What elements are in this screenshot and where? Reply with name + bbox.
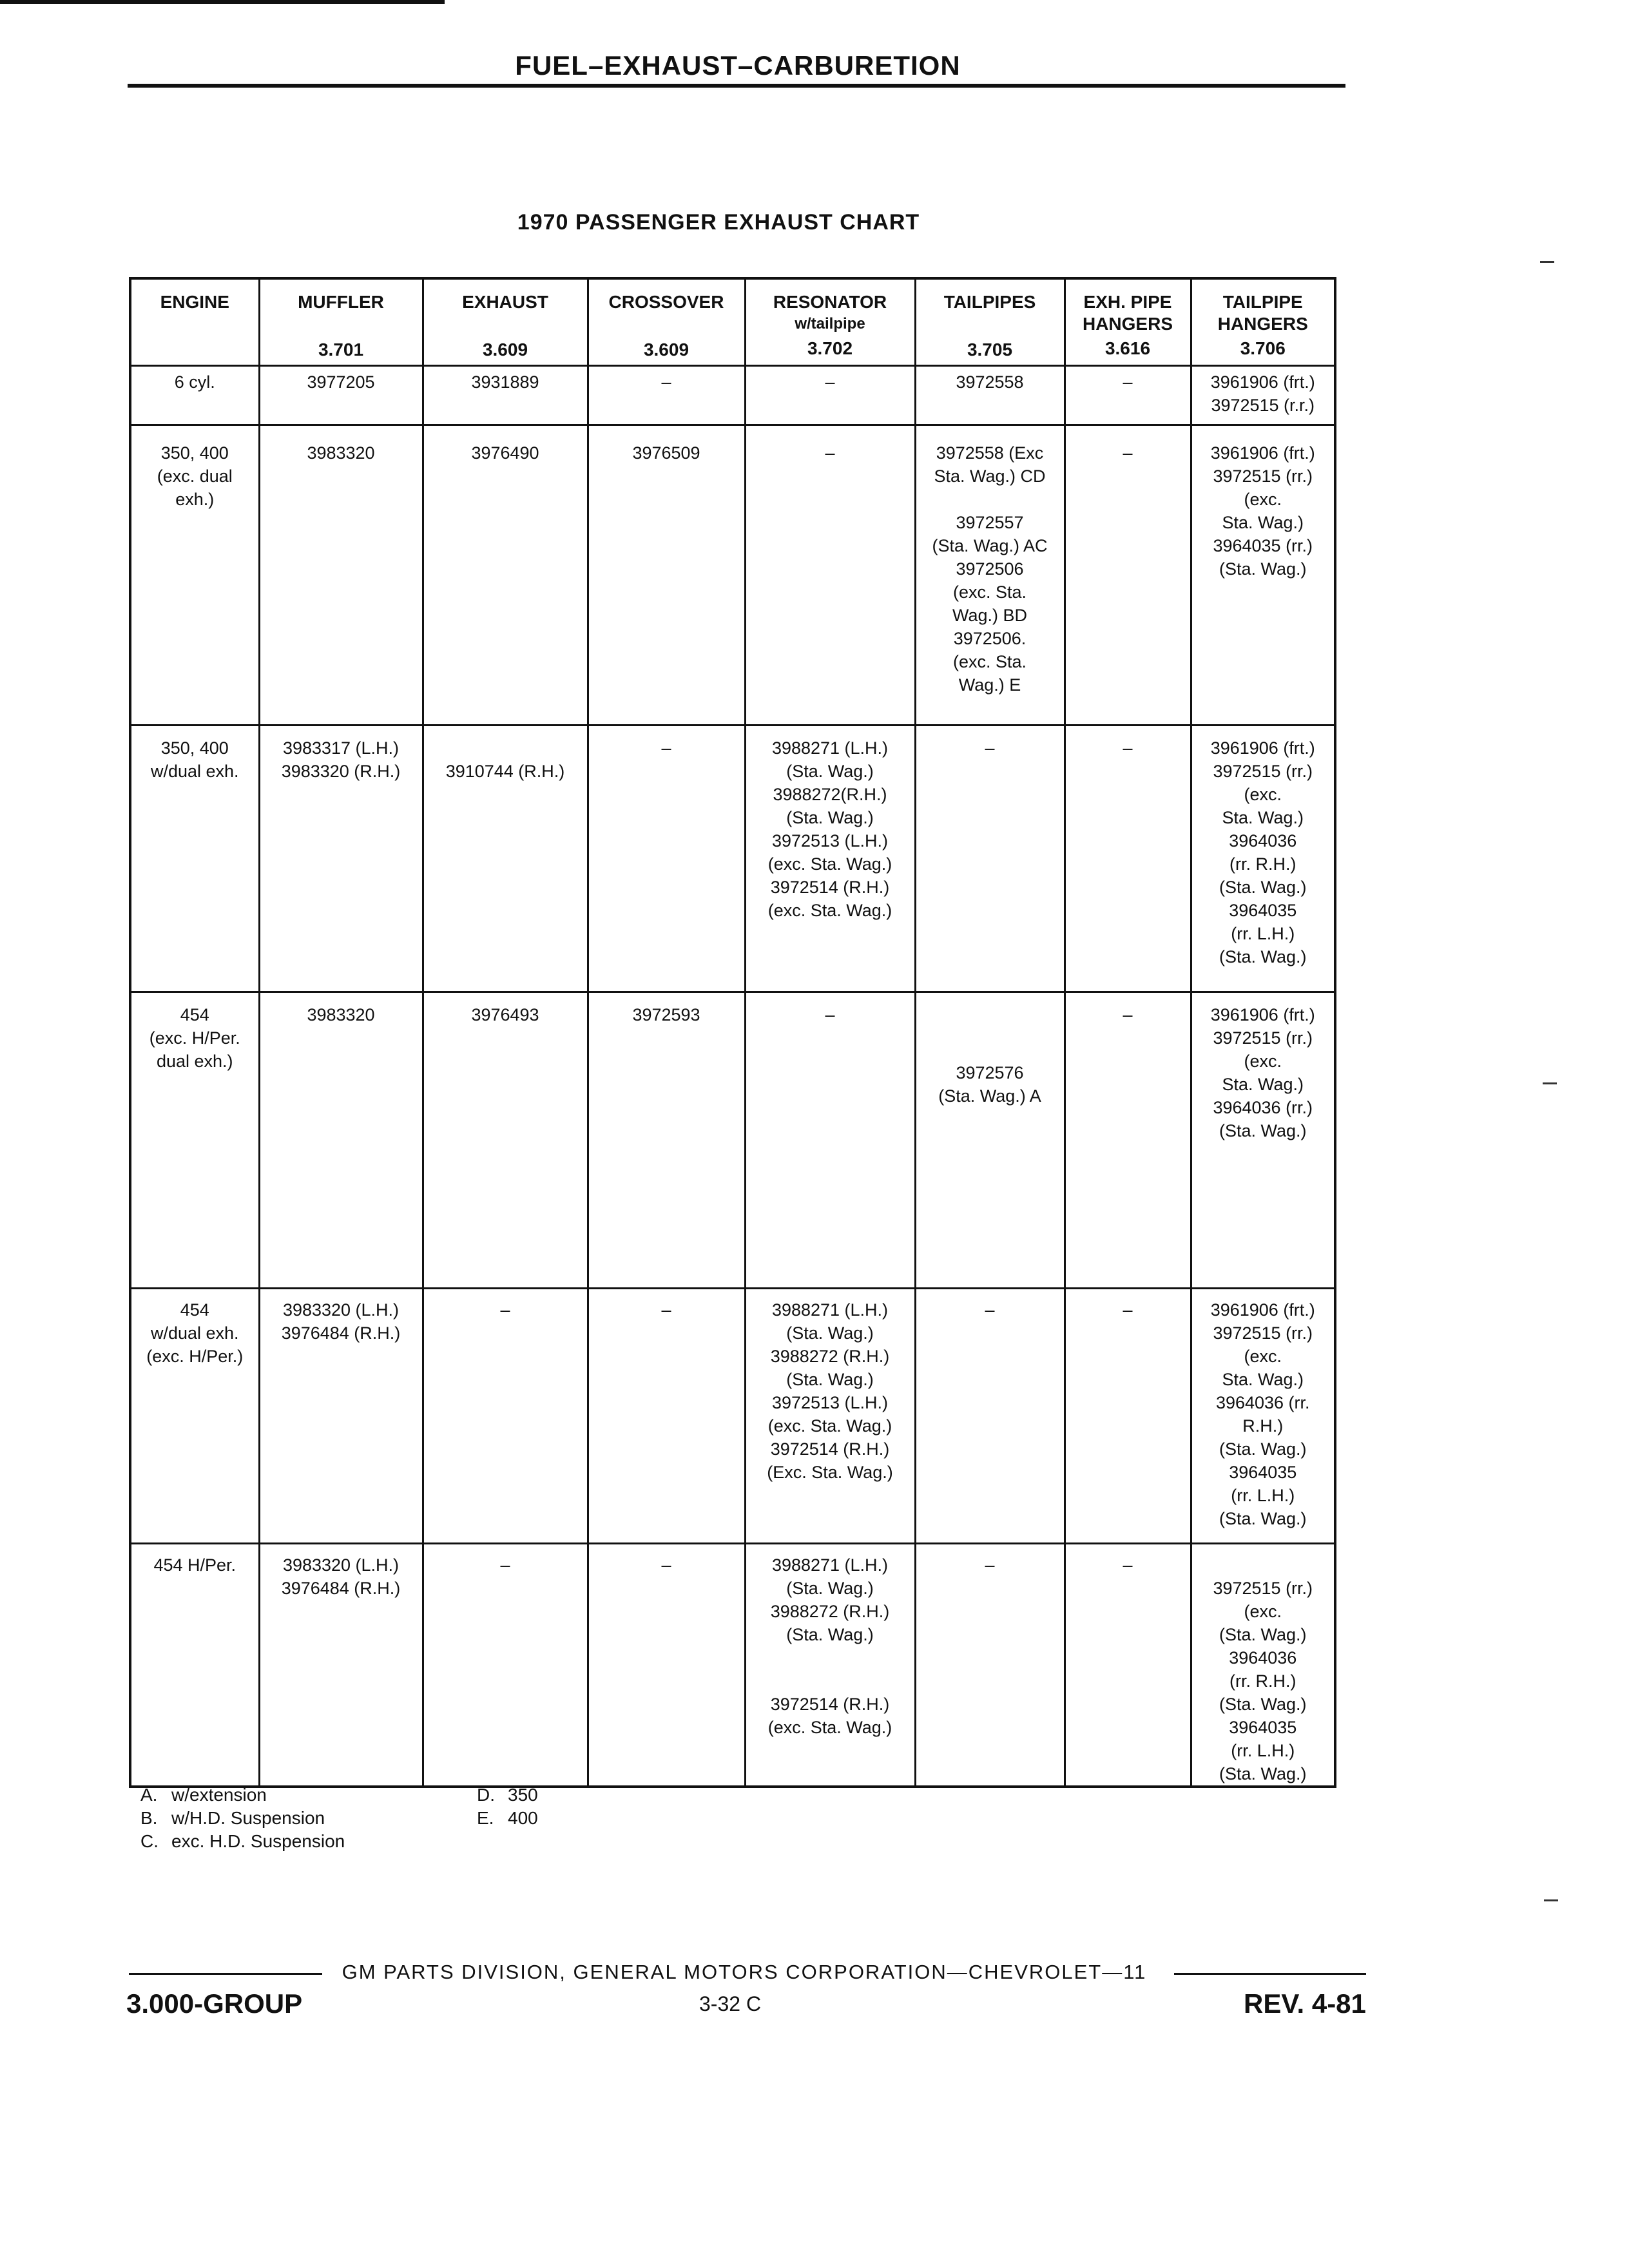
edge-mark bbox=[1543, 1082, 1557, 1084]
cell-tailpipe-hangers: 3961906 (frt.) 3972515 (r.r.) bbox=[1191, 366, 1335, 425]
col-header-engine: ENGINE bbox=[130, 278, 259, 366]
cell-tailpipes: 3972576 (Sta. Wag.) A bbox=[915, 992, 1065, 1289]
cell-engine: 6 cyl. bbox=[130, 366, 259, 425]
cell-engine: 454 w/dual exh. (exc. H/Per.) bbox=[130, 1289, 259, 1544]
cell-crossover: – bbox=[588, 366, 745, 425]
cell-tailpipe-hangers: 3972515 (rr.) (exc. (Sta. Wag.) 3964036 (rr. R.H.) (Sta. Wag.) 3964035 (rr. L.H.) (Sta. Wag.) bbox=[1191, 1544, 1335, 1787]
header-rule bbox=[128, 84, 1345, 88]
cell-muffler: 3983320 bbox=[259, 425, 423, 726]
cell-tailpipe-hangers: 3961906 (frt.) 3972515 (rr.) (exc. Sta. Wag.) 3964036 (rr.) (Sta. Wag.) bbox=[1191, 992, 1335, 1289]
footer-group: 3.000-GROUP bbox=[126, 1988, 303, 2019]
table-row bbox=[130, 1544, 1335, 1787]
cell-muffler: 3977205 bbox=[259, 366, 423, 425]
col-header-exh-pipe-hangers: EXH. PIPE HANGERS 3.616 bbox=[1065, 278, 1191, 366]
footer-page-number: 3-32 C bbox=[699, 1992, 762, 2015]
legend-item: C. exc. H.D. Suspension bbox=[140, 1831, 345, 1851]
table-row bbox=[130, 1289, 1335, 1544]
footer-revision: REV. 4-81 bbox=[1244, 1988, 1366, 2019]
cell-crossover: – bbox=[588, 1289, 745, 1544]
cell-crossover: – bbox=[588, 1544, 745, 1787]
cell-exh-pipe-hangers: – bbox=[1065, 425, 1191, 726]
chart-title: 1970 PASSENGER EXHAUST CHART bbox=[517, 210, 920, 235]
cell-crossover: 3972593 bbox=[588, 992, 745, 1289]
cell-exh-pipe-hangers: – bbox=[1065, 726, 1191, 992]
edge-mark bbox=[1544, 1899, 1558, 1901]
cell-tailpipe-hangers: 3961906 (frt.) 3972515 (rr.) (exc. Sta. Wag.) 3964036 (rr. R.H.) (Sta. Wag.) 3964035 (rr. L.H.) (Sta. Wag.) bbox=[1191, 1289, 1335, 1544]
top-edge-bar bbox=[0, 0, 445, 4]
footer-division-line: GM PARTS DIVISION, GENERAL MOTORS CORPORATION—CHEVROLET—11 bbox=[342, 1961, 1147, 1983]
col-header-tailpipe-hangers: TAILPIPE HANGERS 3.706 bbox=[1191, 278, 1335, 366]
table-row bbox=[130, 726, 1335, 992]
cell-engine: 454 H/Per. bbox=[130, 1544, 259, 1787]
cell-muffler: 3983320 bbox=[259, 992, 423, 1289]
cell-crossover: – bbox=[588, 726, 745, 992]
cell-crossover: 3976509 bbox=[588, 425, 745, 726]
legend-left bbox=[140, 1783, 345, 1853]
cell-exhaust: 3976493 bbox=[423, 992, 588, 1289]
col-header-resonator: RESONATOR w/tailpipe 3.702 bbox=[745, 278, 915, 366]
cell-engine: 454 (exc. H/Per. dual exh.) bbox=[130, 992, 259, 1289]
cell-exhaust: – bbox=[423, 1544, 588, 1787]
cell-engine: 350, 400 (exc. dual exh.) bbox=[130, 425, 259, 726]
col-header-crossover: CROSSOVER 3.609 bbox=[588, 278, 745, 366]
cell-exhaust: 3910744 (R.H.) bbox=[423, 726, 588, 992]
legend-item: A. w/extension bbox=[140, 1785, 267, 1805]
legend-item: D. 350 bbox=[477, 1785, 538, 1805]
cell-exh-pipe-hangers: – bbox=[1065, 1289, 1191, 1544]
cell-exhaust: – bbox=[423, 1289, 588, 1544]
table-row bbox=[130, 366, 1335, 425]
legend-right bbox=[477, 1783, 538, 1830]
cell-resonator: – bbox=[745, 992, 915, 1289]
cell-tailpipes: – bbox=[915, 1289, 1065, 1544]
cell-resonator: 3988271 (L.H.) (Sta. Wag.) 3988272 (R.H.) (Sta. Wag.) 3972514 (R.H.) (exc. Sta. Wag.) bbox=[745, 1544, 915, 1787]
cell-muffler: 3983320 (L.H.) 3976484 (R.H.) bbox=[259, 1289, 423, 1544]
cell-tailpipe-hangers: 3961906 (frt.) 3972515 (rr.) (exc. Sta. Wag.) 3964036 (rr. R.H.) (Sta. Wag.) 3964035 (rr. L.H.) (Sta. Wag.) bbox=[1191, 726, 1335, 992]
section-title: FUEL–EXHAUST–CARBURETION bbox=[515, 50, 961, 81]
col-header-tailpipes: TAILPIPES 3.705 bbox=[915, 278, 1065, 366]
exhaust-chart-table bbox=[129, 277, 1336, 1788]
cell-resonator: – bbox=[745, 425, 915, 726]
col-header-muffler: MUFFLER 3.701 bbox=[259, 278, 423, 366]
cell-exhaust: 3976490 bbox=[423, 425, 588, 726]
cell-engine: 350, 400 w/dual exh. bbox=[130, 726, 259, 992]
legend-item: E. 400 bbox=[477, 1808, 538, 1828]
cell-exhaust: 3931889 bbox=[423, 366, 588, 425]
cell-muffler: 3983317 (L.H.) 3983320 (R.H.) bbox=[259, 726, 423, 992]
col-header-exhaust: EXHAUST 3.609 bbox=[423, 278, 588, 366]
cell-muffler: 3983320 (L.H.) 3976484 (R.H.) bbox=[259, 1544, 423, 1787]
table-row bbox=[130, 425, 1335, 726]
cell-resonator: 3988271 (L.H.) (Sta. Wag.) 3988272 (R.H.) (Sta. Wag.) 3972513 (L.H.) (exc. Sta. Wag.) 3972514 (R.H.) (Exc. Sta. Wag.) bbox=[745, 1289, 915, 1544]
cell-tailpipe-hangers: 3961906 (frt.) 3972515 (rr.) (exc. Sta. Wag.) 3964035 (rr.) (Sta. Wag.) bbox=[1191, 425, 1335, 726]
cell-tailpipes: 3972558 (Exc Sta. Wag.) CD 3972557 (Sta. Wag.) AC 3972506 (exc. Sta. Wag.) BD 3972506. (exc. Sta. Wag.) E bbox=[915, 425, 1065, 726]
legend-item: B. w/H.D. Suspension bbox=[140, 1808, 325, 1828]
cell-tailpipes: – bbox=[915, 1544, 1065, 1787]
table-header-row bbox=[130, 278, 1335, 366]
cell-tailpipes: – bbox=[915, 726, 1065, 992]
cell-exh-pipe-hangers: – bbox=[1065, 992, 1191, 1289]
cell-exh-pipe-hangers: – bbox=[1065, 366, 1191, 425]
cell-resonator: – bbox=[745, 366, 915, 425]
cell-resonator: 3988271 (L.H.) (Sta. Wag.) 3988272(R.H.) (Sta. Wag.) 3972513 (L.H.) (exc. Sta. Wag.) 3972514 (R.H.) (exc. Sta. Wag.) bbox=[745, 726, 915, 992]
cell-tailpipes: 3972558 bbox=[915, 366, 1065, 425]
edge-mark bbox=[1540, 261, 1554, 263]
table-row bbox=[130, 992, 1335, 1289]
cell-exh-pipe-hangers: – bbox=[1065, 1544, 1191, 1787]
